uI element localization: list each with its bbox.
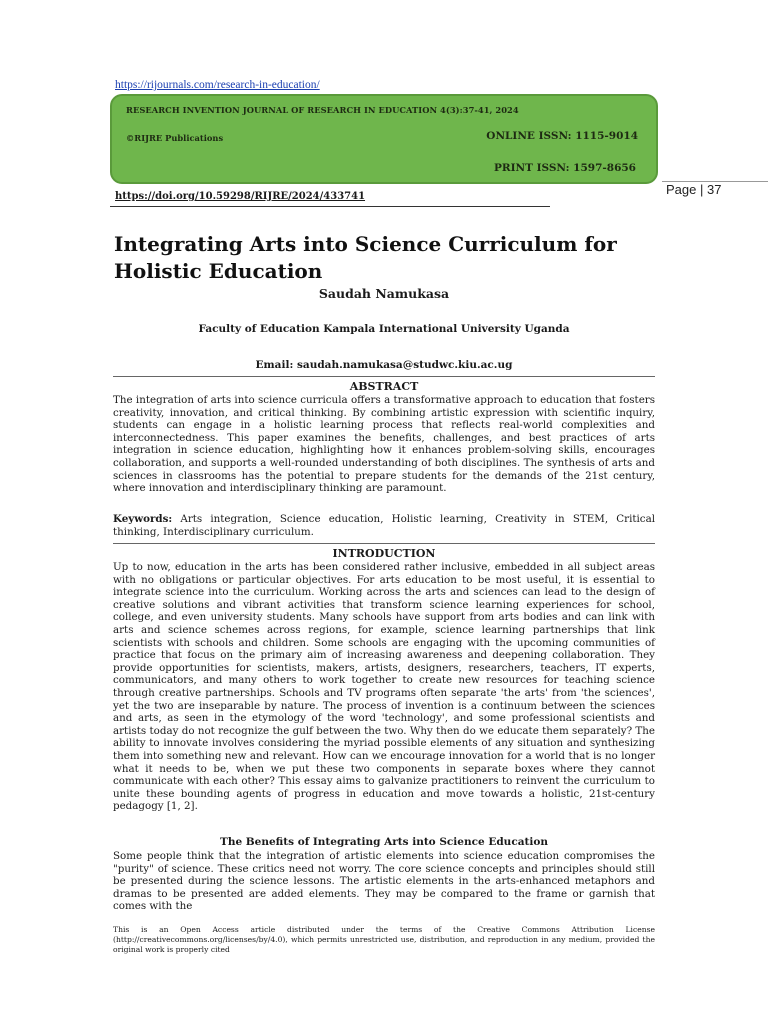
abstract-rule-top — [113, 376, 655, 377]
journal-link[interactable]: https://rijournals.com/research-in-education/ — [115, 79, 320, 91]
banner-online-issn: ONLINE ISSN: 1115-9014 — [486, 130, 638, 142]
page-number: Page | 37 — [666, 182, 722, 197]
abstract-text: The integration of arts into science curricula offers a transformative approach to education that fosters creativity, innovation, and critical thinking. By combining artistic expression with scientific inquiry, students can engage in a holistic learning process that reflects real-world complexities and interconnectedness. This paper examines the benefits, challenges, and best practices of arts integration in science education, highlighting how it enhances problem-solving skills, encourages collaboration, and supports a well-rounded understanding of both disciplines. The synthesis of arts and sciences in classrooms has the potential to prepare students for the demands of the 21st century, where innovation and interdisciplinary thinking are paramount. — [113, 394, 655, 495]
benefits-heading: The Benefits of Integrating Arts into Science Education — [220, 836, 548, 848]
keywords-label: Keywords: — [113, 513, 173, 525]
introduction-text: Up to now, education in the arts has been considered rather inclusive, embedded in all subject areas with no obligations or particular objectives. For arts education to be most useful, it is essential to integrate science into the curriculum. Working across the arts and sciences can lead to the design of creative solutions and vibrant activities that transform science learning experiences for school, college, and even university students. Many schools have support from arts bodies and can link with arts and science schemes across regions, for example, science learning partnerships that link scientists with schools and children. Some schools are engaging with the upcoming communities of practice that focus on the primary aim of increasing awareness and deepening collaboration. They provide opportunities for scientists, makers, artists, designers, researchers, teachers, IT experts, communicators, and many others to work together to create new resources for teaching science through creative partnerships. Schools and TV programs often separate 'the arts' from 'the sciences', yet the two are inseparable by nature. The process of invention is a continuum between the sciences and arts, as seen in the etymology of the word 'technology', and some professional scientists and artists today do not recognize the gulf between the two. Why then do we educate them separately? The ability to innovate involves considering the myriad possible elements of any situation and synthesizing them into something new and relevant. How can we encourage innovation for a world that is no longer what it needs to be, when we put these two components in separate boxes where they cannot communicate with each other? This essay aims to galvanize practitioners to reinvent the curriculum to unite these bounding agents of progress in education and move towards a holistic, 21st-century pedagogy [1, 2]. — [113, 561, 655, 813]
header-rule — [110, 206, 550, 207]
banner-journal-title: RESEARCH INVENTION JOURNAL OF RESEARCH IN EDUCATION 4(3):37-41, 2024 — [126, 105, 519, 115]
doi-link[interactable]: https://doi.org/10.59298/RIJRE/2024/433741 — [115, 191, 366, 202]
introduction-heading: INTRODUCTION — [332, 547, 436, 560]
license-footer: This is an Open Access article distributed under the terms of the Creative Commons Attribution License (http://creativecommons.org/licenses/by/4.0), which permits unrestricted use, distribution, and reproduction in any medium, provided the original work is properly cited — [113, 925, 655, 954]
author-affiliation: Faculty of Education Kampala International University Uganda — [198, 323, 570, 335]
banner-publisher: ©RIJRE Publications — [126, 133, 224, 143]
banner-print-issn: PRINT ISSN: 1597-8656 — [493, 162, 636, 174]
benefits-text: Some people think that the integration of artistic elements into science education compromises the "purity" of science. These critics need not worry. The core science concepts and principles should still be presented during the science lessons. The artistic elements in the arts-enhanced metaphors and dramas to be presented are added elements. They may be compared to the frame or garnish that comes with the — [113, 850, 655, 913]
article-title: Integrating Arts into Science Curriculum for Holistic Education — [114, 232, 617, 283]
journal-banner — [110, 94, 658, 184]
author-email: Email: saudah.namukasa@studwc.kiu.ac.ug — [255, 359, 513, 371]
abstract-heading: ABSTRACT — [349, 380, 419, 393]
author-name: Saudah Namukasa — [318, 286, 450, 301]
keywords-list: Arts integration, Science education, Holistic learning, Creativity in STEM, Critical thinking, Interdisciplinary curriculum. — [113, 513, 655, 538]
keywords — [113, 513, 655, 538]
abstract-rule-bottom — [113, 543, 655, 544]
